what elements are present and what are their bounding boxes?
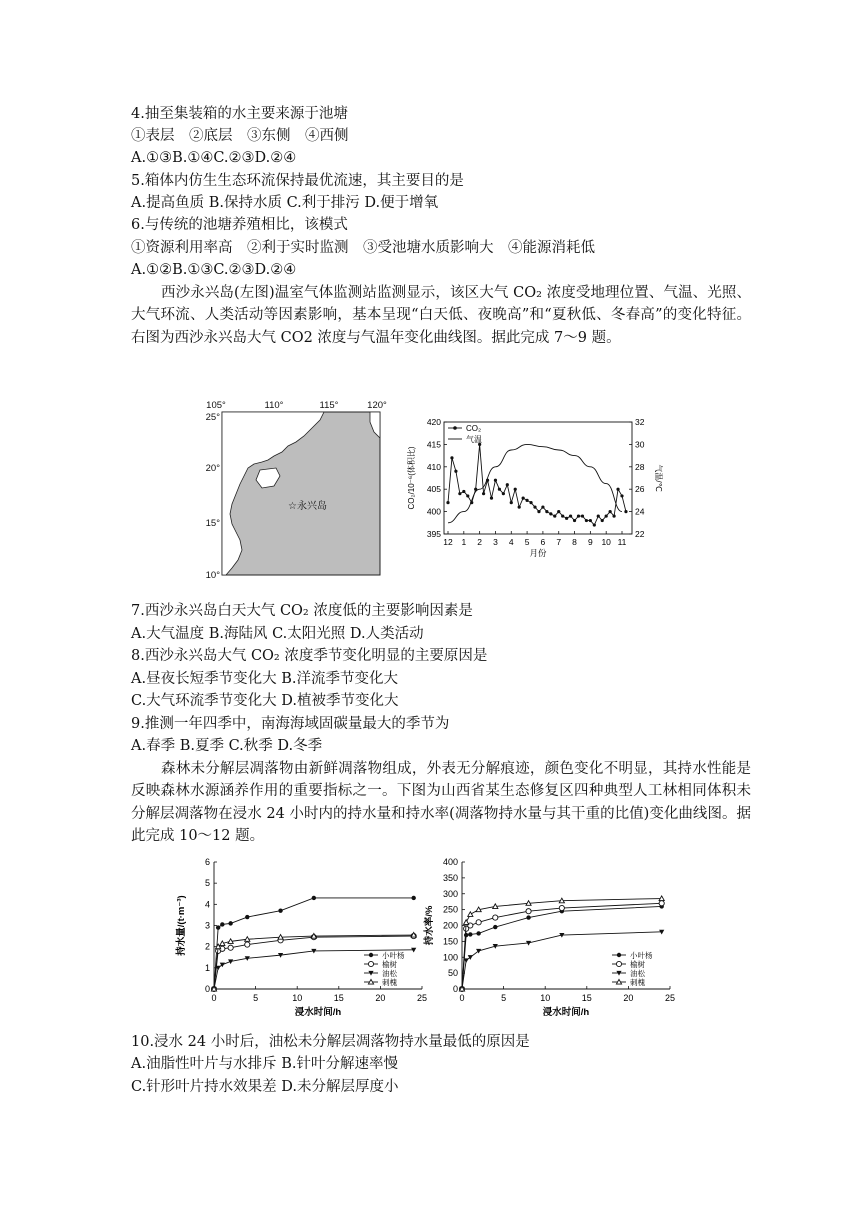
data-point	[468, 912, 473, 917]
x-axis-label: 浸水时间/h	[542, 1007, 590, 1018]
q6-answers: A.①②B.①③C.②③D.②④	[131, 262, 297, 278]
data-point	[312, 896, 316, 900]
data-point	[476, 920, 481, 925]
data-point	[476, 931, 480, 935]
co2-point	[458, 492, 461, 495]
legend-label: 油松	[382, 969, 397, 978]
temperature-line	[448, 444, 622, 522]
x-tick-label: 5	[253, 993, 259, 1003]
q7-answers: A.大气温度 B.海陆风 C.太阳光照 D.人类活动	[131, 626, 424, 642]
co2-point	[593, 523, 596, 526]
legend-label: 刺槐	[630, 978, 645, 987]
lon-label: 105°	[206, 400, 226, 411]
x-tick-label: 11	[617, 537, 627, 547]
co2-point	[589, 519, 592, 522]
y-tick-label: 50	[447, 968, 458, 979]
co2-point	[557, 510, 560, 513]
lat-label: 25°	[205, 412, 220, 423]
x-axis-label: 月份	[529, 548, 547, 558]
yongxing-island-label: ☆永兴岛	[288, 501, 327, 512]
y-tick-label: 150	[442, 936, 458, 947]
x-tick-label: 25	[416, 993, 428, 1003]
x-axis-label: 浸水时间/h	[294, 1007, 342, 1018]
x-tick-label: 20	[375, 993, 386, 1003]
legend-co2-label: CO₂	[466, 424, 482, 433]
data-point	[245, 942, 250, 947]
y-tick-label: 400	[442, 857, 458, 867]
data-point	[216, 925, 220, 929]
x-tick-label: 25	[664, 993, 676, 1003]
co2-point	[545, 510, 548, 513]
legend-label: 榆树	[382, 960, 397, 969]
data-point	[493, 915, 498, 920]
x-tick-label: 7	[556, 537, 562, 547]
x-tick-label: 5	[501, 993, 507, 1003]
co2-point	[541, 506, 544, 509]
q8-answers-ab: A.昼夜长短季节变化大 B.洋流季节变化大	[131, 671, 398, 687]
y2-tick-label: 30	[635, 439, 645, 450]
q7-stem: 7.西沙永兴岛白天大气 CO₂ 浓度低的主要影响因素是	[131, 603, 473, 619]
y2-tick-label: 26	[635, 484, 645, 495]
co2-point	[506, 483, 509, 486]
lon-label: 115°	[319, 400, 339, 411]
co2-temperature-chart	[400, 402, 670, 572]
data-point	[468, 932, 472, 936]
y2-tick-label: 24	[635, 506, 645, 517]
lat-label: 10°	[205, 570, 220, 581]
lat-label: 20°	[205, 463, 220, 474]
q4-answers: A.①③B.①④C.②③D.②④	[131, 150, 297, 166]
lon-label: 110°	[264, 400, 284, 411]
y2-tick-label: 28	[635, 461, 645, 472]
co2-point	[597, 514, 600, 517]
co2-point	[462, 490, 465, 493]
lat-label: 15°	[205, 518, 220, 529]
y-axis-label: 持水量/(t·m⁻³)	[176, 895, 187, 956]
q10-answers-ab: A.油脂性叶片与水排斥 B.针叶分解速率慢	[131, 1056, 398, 1072]
y-tick-label: 300	[442, 888, 458, 899]
x-tick-label: 15	[581, 993, 592, 1003]
q5-stem: 5.箱体内仿生生态环流保持最优流速，其主要目的是	[131, 173, 464, 189]
map-figure	[196, 398, 396, 583]
y2-axis-label: 气温/℃	[654, 464, 663, 492]
y2-tick-label: 32	[635, 417, 645, 427]
x-tick-label: 3	[493, 537, 498, 547]
co2-point	[581, 514, 584, 517]
x-tick-label: 15	[333, 993, 344, 1003]
co2-point	[561, 514, 564, 517]
x-tick-label: 0	[211, 993, 217, 1003]
co2-point	[585, 519, 588, 522]
co2-point	[620, 494, 623, 497]
legend-label: 油松	[630, 969, 645, 978]
x-tick-label: 20	[623, 993, 634, 1003]
y-tick-label: 100	[442, 952, 458, 963]
co2-point	[510, 501, 513, 504]
y-tick-label: 350	[442, 872, 458, 883]
co2-point	[553, 514, 556, 517]
y-axis-label: 持水率/%	[424, 905, 435, 946]
co2-point	[490, 497, 493, 500]
co2-point	[569, 514, 572, 517]
y-tick-label: 4	[204, 899, 210, 910]
data-point	[220, 922, 224, 926]
y-tick-label: 395	[426, 529, 441, 539]
passage-co2: 西沙永兴岛(左图)温室气体监测站监测显示，该区大气 CO₂ 浓度受地理位置、气温、光照、大气环流、人类活动等因素影响，基本呈现“白天低、夜晚高”和“夏秋低、冬春高”的变化特征。右图为西沙永兴岛大气 CO2 浓度与气温年变化曲线图。据此完成 7～9 题。	[131, 285, 751, 346]
y-tick-label: 415	[426, 439, 441, 450]
q4-stem: 4.抽至集装箱的水主要来源于池塘	[131, 106, 348, 122]
legend-label: 榆树	[630, 960, 645, 969]
data-point	[464, 920, 469, 925]
data-point	[526, 909, 531, 914]
co2-point	[609, 510, 612, 513]
x-tick-label: 2	[477, 537, 483, 547]
x-tick-label: 10	[292, 993, 303, 1003]
q9-stem: 9.推测一年四季中，南海海域固碳量最大的季节为	[131, 716, 450, 732]
q6-stem: 6.与传统的池塘养殖相比，该模式	[131, 217, 348, 233]
q4-options: ①表层 ②底层 ③东侧 ④西侧	[131, 128, 349, 144]
legend-label: 刺槐	[382, 978, 397, 987]
co2-point	[537, 510, 540, 513]
legend-marker	[368, 961, 373, 966]
data-point	[493, 925, 497, 929]
q6-options: ①资源利用率高 ②利于实时监测 ③受池塘水质影响大 ④能源消耗低	[131, 240, 595, 256]
x-tick-label: 6	[540, 537, 546, 547]
co2-point	[573, 519, 576, 522]
x-tick-label: 0	[459, 993, 465, 1003]
lon-label: 120°	[367, 400, 387, 411]
legend-marker	[617, 953, 621, 957]
legend-label: 小叶杨	[382, 951, 405, 960]
y-axis-label: CO₂/10⁻⁶(体积比)	[407, 446, 416, 510]
x-tick-label: 12	[443, 537, 453, 547]
co2-point	[446, 501, 449, 504]
y-tick-label: 2	[204, 941, 210, 952]
data-point	[228, 921, 232, 925]
co2-point	[494, 479, 497, 482]
co2-point	[601, 519, 604, 522]
co2-point	[549, 512, 552, 515]
co2-point	[522, 497, 525, 500]
data-point	[526, 915, 530, 919]
data-point	[228, 945, 233, 950]
co2-point	[486, 479, 489, 482]
co2-point	[525, 499, 528, 502]
co2-point	[454, 470, 457, 473]
x-tick-label: 10	[540, 993, 551, 1003]
water-rate-chart	[418, 852, 680, 1032]
y-tick-label: 5	[204, 878, 210, 889]
co2-point	[624, 510, 627, 513]
data-point	[245, 915, 249, 919]
co2-line	[448, 444, 626, 525]
data-point	[559, 905, 564, 910]
x-tick-label: 4	[508, 537, 514, 547]
co2-point	[514, 488, 517, 491]
co2-point	[577, 514, 580, 517]
legend-marker	[616, 961, 621, 966]
co2-point	[450, 456, 453, 459]
q5-answers: A.提高鱼质 B.保持水质 C.利于排污 D.便于增氧	[131, 195, 439, 211]
y-tick-label: 400	[426, 506, 441, 517]
y-tick-label: 410	[426, 461, 441, 472]
passage-litter: 森林未分解层凋落物由新鲜凋落物组成，外表无分解痕迹，颜色变化不明显，其持水性能是反映森林水源涵养作用的重要指标之一。下图为山西省某生态修复区四种典型人工林相同体积未分解层凋落物在浸水 24 小时内的持水量和持水率(凋落物持水量与其干重的比值)变化曲线图。据此完成 10～12 题。	[131, 761, 751, 844]
y-tick-label: 1	[204, 962, 210, 973]
data-point	[411, 896, 415, 900]
x-tick-label: 5	[524, 537, 530, 547]
co2-point	[612, 514, 615, 517]
co2-point	[529, 501, 532, 504]
x-tick-label: 1	[461, 537, 467, 547]
co2-point	[498, 488, 501, 491]
x-tick-label: 8	[572, 537, 577, 547]
y-tick-label: 3	[204, 920, 210, 931]
co2-point	[502, 492, 505, 495]
y2-tick-label: 22	[635, 529, 645, 539]
y-tick-label: 405	[426, 484, 441, 495]
co2-point	[565, 517, 568, 520]
co2-point	[470, 501, 473, 504]
y-tick-label: 0	[204, 984, 210, 994]
co2-point	[518, 506, 521, 509]
co2-point	[466, 494, 469, 497]
q8-stem: 8.西沙永兴岛大气 CO₂ 浓度季节变化明显的主要原因是	[131, 648, 488, 664]
q8-answers-cd: C.大气环流季节变化大 D.植被季节变化大	[131, 693, 399, 709]
legend-label: 小叶杨	[630, 951, 653, 960]
q10-answers-cd: C.针形叶片持水效果差 D.未分解层厚度小	[131, 1079, 399, 1095]
legend-temp-label: 气温	[466, 435, 482, 444]
y-tick-label: 0	[452, 984, 458, 994]
water-capacity-chart	[170, 852, 432, 1032]
q9-answers: A.春季 B.夏季 C.秋季 D.冬季	[131, 738, 323, 754]
data-point	[278, 908, 282, 912]
x-tick-label: 9	[587, 537, 593, 547]
y-tick-label: 6	[204, 857, 210, 867]
y-tick-label: 200	[442, 920, 458, 931]
data-point	[659, 901, 664, 906]
legend-co2-marker	[453, 426, 457, 430]
co2-point	[482, 492, 485, 495]
legend-marker	[369, 953, 373, 957]
y-tick-label: 420	[426, 417, 441, 427]
x-tick-label: 10	[601, 537, 611, 547]
y-tick-label: 250	[442, 904, 458, 915]
q10-stem: 10.浸水 24 小时后，油松未分解层凋落物持水量最低的原因是	[131, 1034, 530, 1050]
co2-point	[533, 506, 536, 509]
co2-point	[474, 488, 477, 491]
co2-point	[616, 488, 619, 491]
co2-point	[605, 514, 608, 517]
